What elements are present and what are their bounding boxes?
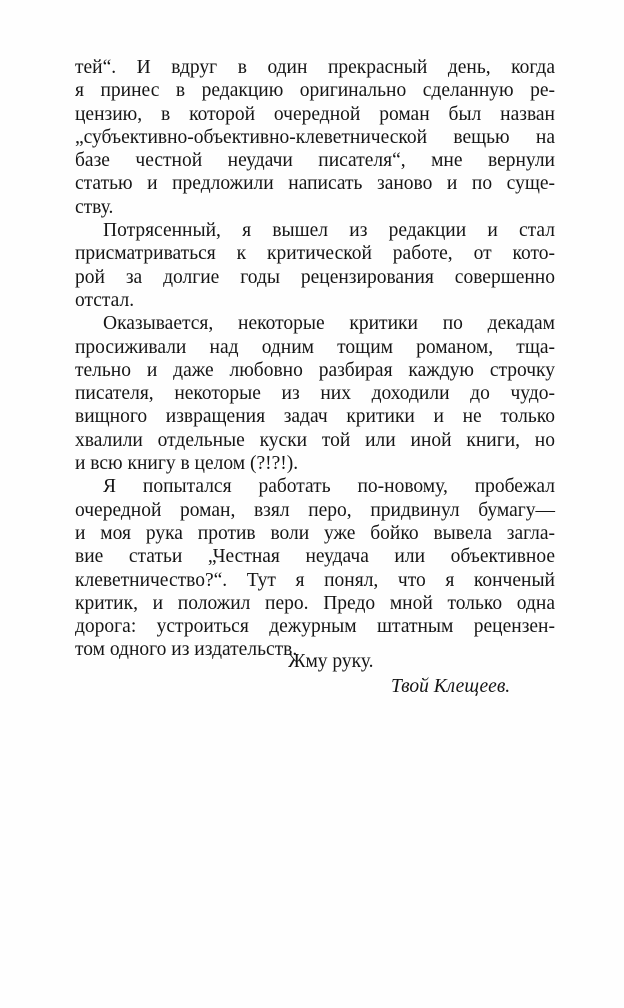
paragraph-2 [75, 219, 555, 312]
body-text [75, 56, 555, 662]
text-line: тельно и даже любовно разбирая каждую строчку [75, 359, 555, 381]
text-line: и моя рука против воли уже бойко вывела загла- [75, 522, 555, 544]
text-line: писателя, некоторые из них доходили до чудо- [75, 383, 555, 405]
text-line: просиживали над одним тощим романом, тща- [75, 336, 555, 358]
text-line: я принес в редакцию оригинально сделанную ре- [75, 80, 555, 102]
text-line: вищного извращения задач критики и не только [75, 406, 555, 428]
paragraph-4 [75, 475, 555, 661]
text-line: цензию, в которой очередной роман был назван [75, 103, 555, 125]
text-line: тей“. И вдруг в один прекрасный день, когда [75, 57, 555, 78]
signature: Твой Клещеев. [391, 676, 511, 697]
text-line: статью и предложили написать заново и по суще- [75, 173, 555, 195]
closing-phrase: Жму руку. [288, 651, 374, 672]
text-line: базе честной неудачи писателя“, мне вернули [75, 150, 555, 172]
paragraph-1 [75, 56, 555, 219]
text-line: и всю книгу в целом (?!?!). [75, 453, 299, 475]
text-line: присматриваться к критической работе, от кото- [75, 243, 555, 265]
text-line: дорога: устроиться дежурным штатным рецензен- [75, 616, 555, 638]
text-line: ству. [75, 196, 114, 218]
text-line: хвалили отдельные куски той или иной книги, но [75, 429, 555, 451]
text-line: Я попытался работать по-новому, пробежал [103, 476, 555, 498]
text-line: очередной роман, взял перо, придвинул бумагу— [75, 499, 555, 521]
text-line: Оказывается, некоторые критики по декадам [103, 313, 555, 335]
text-line: том одного из издательств. [75, 639, 298, 661]
text-line: Потрясенный, я вышел из редакции и стал [103, 220, 555, 242]
paragraph-3 [75, 312, 555, 475]
text-line: „субъективно-объективно-клеветнической вещью на [75, 126, 555, 148]
text-line: рой за долгие годы рецензирования совершенно [75, 266, 555, 288]
text-line: клеветничество?“. Тут я понял, что я конченый [75, 569, 555, 591]
text-line: критик, и положил перо. Предо мной только одна [75, 592, 555, 614]
text-line: вие статьи „Честная неудача или объективное [75, 546, 555, 568]
text-line: отстал. [75, 289, 135, 311]
